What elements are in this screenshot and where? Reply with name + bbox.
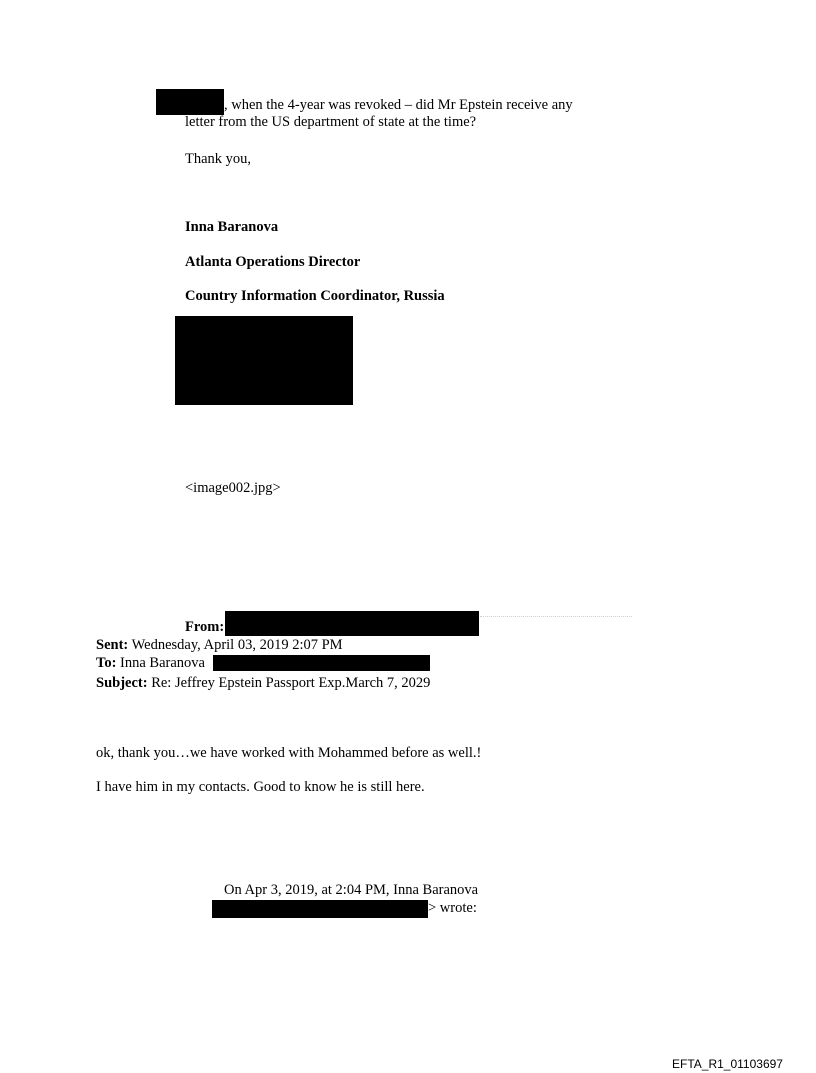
signature-title: Atlanta Operations Director bbox=[185, 254, 361, 270]
attachment-placeholder: <image002.jpg> bbox=[185, 480, 281, 496]
subject-label: Subject: bbox=[96, 675, 148, 691]
document-id: EFTA_R1_01103697 bbox=[672, 1057, 783, 1071]
subject-line bbox=[96, 675, 430, 692]
sent-value: Wednesday, April 03, 2019 2:07 PM bbox=[131, 637, 343, 653]
sent-label: Sent: bbox=[96, 637, 129, 653]
redacted-from-address bbox=[225, 611, 479, 636]
to-label: To: bbox=[96, 655, 117, 671]
redacted-to-address bbox=[213, 655, 430, 671]
redacted-quote-address bbox=[212, 900, 428, 918]
subject-value: Re: Jeffrey Epstein Passport Exp.March 7, 2029 bbox=[151, 675, 431, 691]
to-value: Inna Baranova bbox=[120, 655, 205, 671]
from-label: From: bbox=[185, 619, 225, 635]
to-line bbox=[96, 655, 205, 672]
body-line-1: ok, thank you…we have worked with Mohammed before as well.! bbox=[96, 745, 482, 761]
signature-name: Inna Baranova bbox=[185, 219, 279, 235]
quote-line-2: > wrote: bbox=[428, 900, 477, 916]
redacted-name-block bbox=[156, 89, 224, 115]
redacted-signature-block bbox=[175, 316, 353, 405]
quote-line-1: On Apr 3, 2019, at 2:04 PM, Inna Baranova bbox=[224, 882, 479, 898]
signature-role: Country Information Coordinator, Russia bbox=[185, 288, 445, 304]
question-line-1: , when the 4-year was revoked – did Mr Epstein receive any bbox=[224, 97, 573, 113]
header-separator bbox=[480, 616, 632, 617]
sent-line bbox=[96, 637, 343, 654]
closing-text: Thank you, bbox=[185, 151, 252, 167]
question-line-2: letter from the US department of state at the time? bbox=[185, 114, 477, 130]
body-line-2: I have him in my contacts. Good to know he is still here. bbox=[96, 779, 425, 795]
